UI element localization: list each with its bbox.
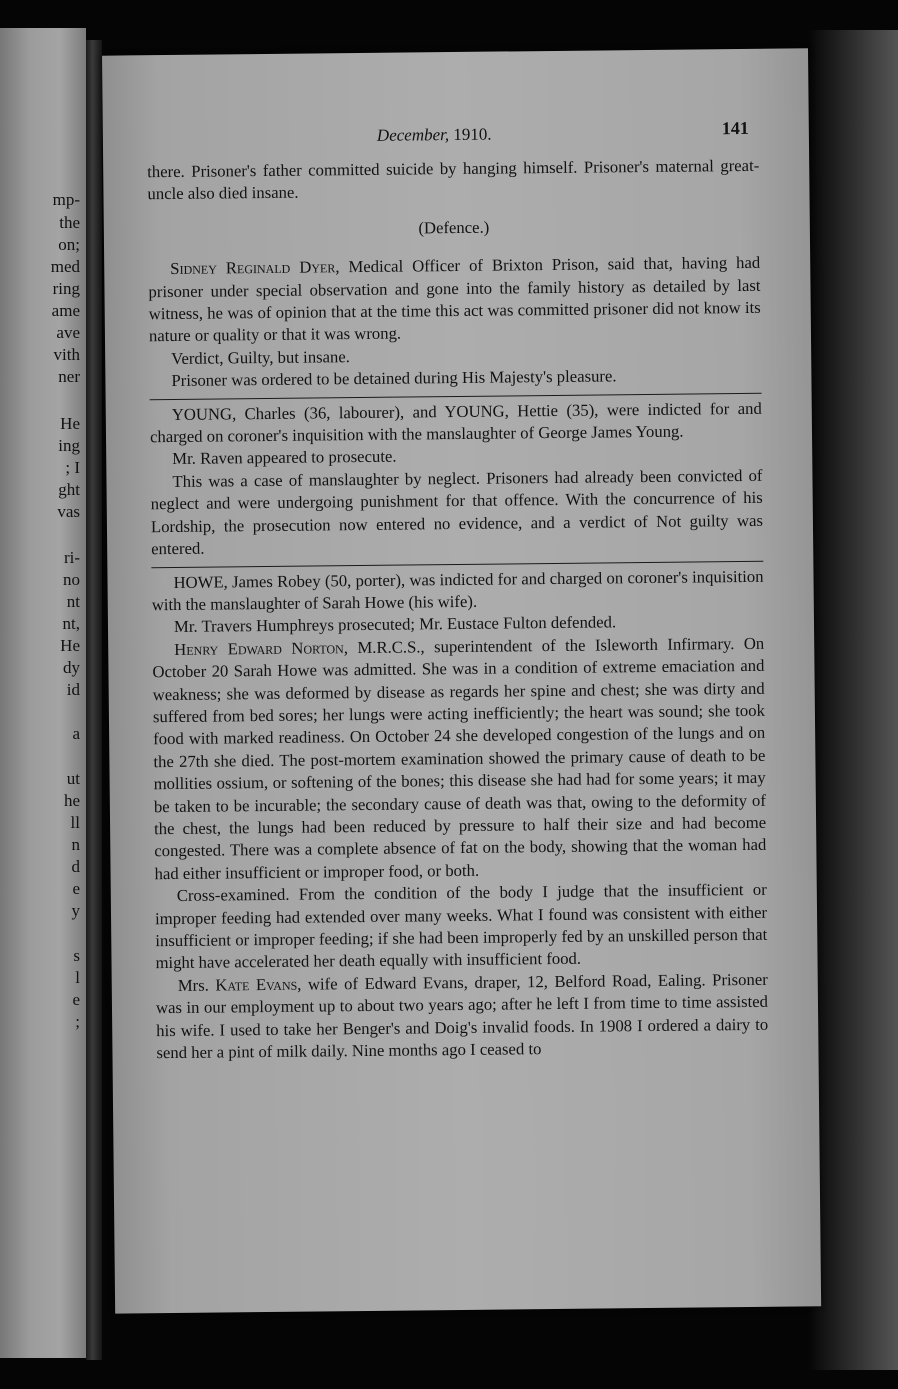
facing-page-fragment: ut	[66, 769, 80, 788]
facing-page-fragment: id	[66, 680, 80, 699]
scan-background	[808, 30, 898, 1370]
norton-testimony: Henry Edward Norton, M.R.C.S., superintendent of the Isleworth Infirmary. On October 20 Sarah Howe was admitted. She was in a condition of extreme emaciation and weakness; she was deformed by disease as regards her spine and chest; she was dirty and suffered from bed sores; her lungs were acting inefficiently; the heart was sound; she took food with marked readiness. On October 24 she developed congestion of the lungs and on the 27th she died. The post-mortem examination showed the primary cause of death to be mollities ossium, or softening of the bones; this disease she had had for some years; it may be taken to be incurable; the secondary cause of death was that, owing to the deformity of the chest, the lungs had been reduced by pressure to half their size and had become congested. There was a complete absence of fat on the body, showing that the woman had had either insufficient or improper food, or both.	[152, 633, 767, 883]
facing-page-fragment: n	[71, 835, 80, 854]
facing-page-fragment: ner	[58, 367, 80, 386]
howe-case-paragraph: HOWE, James Robey (50, porter), was indicted for and charged on coroner's inquisition with the manslaughter of Sarah Howe (his wife).	[151, 566, 764, 615]
facing-page-fragment: no	[63, 570, 80, 589]
facing-page-fragment: ght	[58, 480, 80, 499]
cross-examined-paragraph: Cross-examined. From the condition of the body I judge that the insufficient or improper feeding had extended over many weeks. What I found was consistent with either insufficient or improper feeding; if she had been improperly fed by an unskilled person that might have accelerated her death equally with insufficient food.	[154, 879, 768, 973]
facing-page-fragment: a	[72, 724, 80, 743]
facing-page-fragment: ame	[51, 301, 80, 320]
facing-page-fragment: he	[63, 791, 80, 810]
facing-page-fragment: vas	[57, 502, 80, 521]
evans-testimony: Mrs. Kate Evans, wife of Edward Evans, draper, 12, Belford Road, Ealing. Prisoner was in our employment up to about two years ago; after he left I from time to time assisted his wife. I used to take her Benger's and Doig's invalid foods. In 1908 I ordered a dairy to send her a pint of milk daily. Nine months ago I ceased to	[155, 969, 769, 1063]
raven-paragraph: Mr. Raven appeared to prosecute.	[172, 447, 397, 469]
young-case-paragraph: YOUNG, Charles (36, labourer), and YOUNG, Hettie (35), were indicted for and charged on coroner's inquisition with the manslaughter of George James Young.	[149, 398, 762, 447]
witness-name: Henry Edward Norton	[174, 637, 344, 659]
facing-page-fragment: d	[71, 857, 80, 876]
running-header: December, 1910. 141	[376, 117, 749, 145]
book-page	[102, 48, 821, 1313]
witness-name: Kate Evans	[215, 974, 298, 995]
facing-page-fragment: nt,	[62, 614, 80, 633]
facing-page-fragment: e	[72, 879, 80, 898]
facing-page-fragment: med	[50, 257, 80, 276]
facing-page-fragment: He	[60, 636, 80, 655]
book-gutter	[86, 40, 102, 1360]
facing-page-fragment: nt	[66, 592, 80, 611]
sentence-paragraph: Prisoner was ordered to be detained during His Majesty's pleasure.	[171, 366, 617, 391]
header-month: December	[376, 125, 445, 145]
facing-page-edge	[0, 28, 86, 1358]
facing-page-fragment: vith	[53, 345, 80, 364]
facing-page-fragment: s	[73, 946, 80, 965]
verdict-paragraph: Verdict, Guilty, but insane.	[171, 346, 351, 368]
facing-page-fragment: mp-	[52, 190, 80, 209]
facing-page-fragment: ri-	[63, 548, 80, 567]
witness-name: Sidney Reginald Dyer	[170, 257, 336, 279]
neglect-paragraph: This was a case of manslaughter by neglect. Prisoners had already been convicted of neglect and were undergoing punishment for that offence. With the concurrence of his Lordship, the prosecution now entered no evidence, and a verdict of Not guilty was entered.	[150, 465, 764, 559]
facing-page-fragment: e	[72, 990, 80, 1009]
page-number: 141	[721, 117, 749, 139]
facing-page-fragment: ing	[58, 436, 80, 455]
continuation-paragraph: there. Prisoner's father committed suicide by hanging himself. Prisoner's maternal great-uncle also died insane.	[147, 155, 760, 204]
facing-page-fragment: ;	[75, 1012, 80, 1031]
facing-page-fragment: l	[75, 968, 80, 987]
defence-heading: (Defence.)	[418, 217, 490, 238]
facing-page-fragment: ave	[56, 323, 80, 342]
facing-page-fragment: He	[60, 414, 80, 433]
facing-page-fragment: ll	[70, 813, 80, 832]
facing-page-fragment: y	[71, 901, 80, 920]
facing-page-fragment: ring	[52, 279, 80, 298]
facing-page-fragment: ; I	[65, 458, 80, 477]
header-year: 1910.	[453, 124, 492, 145]
counsel-paragraph: Mr. Travers Humphreys prosecuted; Mr. Eustace Fulton defended.	[173, 612, 617, 637]
page-text	[147, 117, 769, 1065]
facing-page-fragment: dy	[63, 658, 80, 677]
facing-page-fragment: on;	[58, 235, 80, 254]
dyer-testimony: Sidney Reginald Dyer, Medical Officer of Brixton Prison, said that, having had prisoner under special observation and gone into the family history as detailed by last witness, he was of opinion that at the time this act was committed prisoner did not know its nature or quality or that it was wrong.	[148, 253, 761, 346]
facing-page-fragment: the	[59, 213, 80, 232]
